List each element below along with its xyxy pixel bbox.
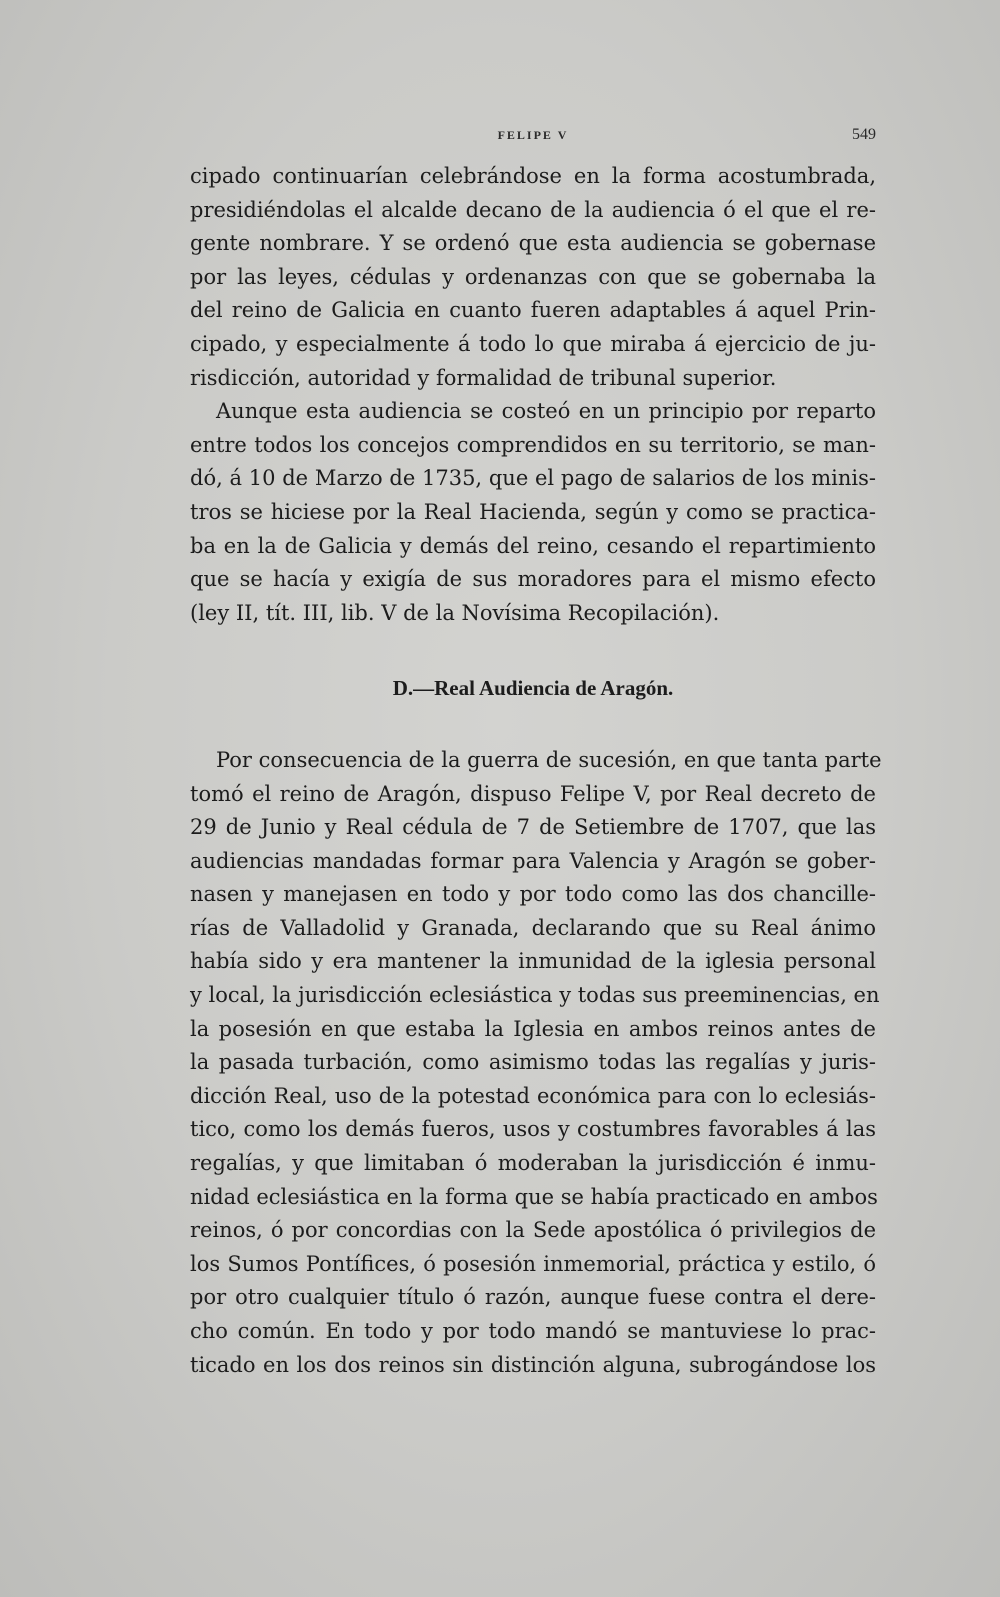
text-line: que se hacía y exigía de sus moradores para el mismo efecto	[190, 567, 876, 592]
text-line: rías de Valladolid y Granada, declarando que su Real ánimo	[190, 915, 876, 940]
text-line: cho común. En todo y por todo mandó se mantuviese lo prac-	[190, 1319, 876, 1343]
text-line: ba en la de Galicia y demás del reino, cesando el repartimiento	[190, 533, 876, 558]
text-line: del reino de Galicia en cuanto fueren adaptables á aquel Prin-	[190, 298, 876, 323]
text-line: gente nombrare. Y se ordenó que esta audiencia se gobernase	[190, 231, 876, 256]
text-line: presidiéndolas el alcalde decano de la audiencia ó el que el re-	[190, 197, 876, 222]
text-line: tico, como los demás fueros, usos y costumbres favorables á las	[190, 1117, 876, 1142]
text-line: los Sumos Pontífices, ó posesión inmemorial, práctica y estilo, ó	[190, 1251, 876, 1276]
text-line: tomó el reino de Aragón, dispuso Felipe V, por Real decreto de	[190, 781, 876, 806]
text-line: Por consecuencia de la guerra de sucesión, en que tanta parte	[216, 747, 882, 772]
paragraph-1	[190, 160, 876, 395]
text-line: y local, la jurisdicción eclesiástica y todas sus preeminencias, en	[190, 983, 880, 1008]
text-line: cipado, y especialmente á todo lo que miraba á ejercicio de ju-	[190, 331, 876, 356]
text-line: risdicción, autoridad y formalidad de tribunal superior.	[190, 365, 777, 390]
page-number: 549	[852, 126, 876, 143]
text-line: la pasada turbación, como asimismo todas las regalías y juris-	[190, 1050, 876, 1075]
text-line: dó, á 10 de Marzo de 1735, que el pago de salarios de los minis-	[190, 466, 876, 491]
text-line: 29 de Junio y Real cédula de 7 de Setiembre de 1707, que las	[190, 815, 876, 840]
paragraph-2	[190, 395, 876, 630]
text-line: dicción Real, uso de la potestad económica para con lo eclesiás-	[190, 1083, 876, 1108]
body-text	[190, 160, 882, 1382]
text-line: por otro cualquier título ó razón, aunque fuese contra el dere-	[190, 1285, 876, 1310]
text-line: Aunque esta audiencia se costeó en un principio por reparto	[216, 399, 876, 424]
text-line: había sido y era mantener la inmunidad de la iglesia personal	[190, 949, 876, 974]
paragraph-3	[190, 744, 882, 1382]
text-line: regalías, y que limitaban ó moderaban la jurisdicción é inmu-	[190, 1151, 876, 1176]
text-line: reinos, ó por concordias con la Sede apostólica ó privilegios de	[190, 1218, 876, 1243]
text-line: (ley II, tít. III, lib. V de la Novísima Recopilación).	[190, 600, 720, 625]
text-line: por las leyes, cédulas y ordenanzas con que se gobernaba la	[190, 264, 876, 289]
text-line: ticado en los dos reinos sin distinción alguna, subrogándose los	[190, 1352, 876, 1377]
text-line: nasen y manejasen en todo y por todo como las dos chancille-	[190, 882, 876, 907]
text-line: tros se hiciese por la Real Hacienda, según y como se practica-	[190, 499, 876, 524]
text-line: entre todos los concejos comprendidos en su territorio, se man-	[190, 432, 876, 457]
running-head: FELIPE V	[497, 128, 569, 142]
section-heading: D.—Real Audiencia de Aragón.	[392, 676, 674, 701]
page-header	[190, 128, 876, 152]
text-line: cipado continuarían celebrándose en la forma acostumbrada,	[190, 164, 876, 188]
text-line: nidad eclesiástica en la forma que se había practicado en ambos	[190, 1184, 878, 1209]
text-line: audiencias mandadas formar para Valencia y Aragón se gober-	[190, 848, 876, 873]
text-line: la posesión en que estaba la Iglesia en ambos reinos antes de	[190, 1016, 876, 1041]
